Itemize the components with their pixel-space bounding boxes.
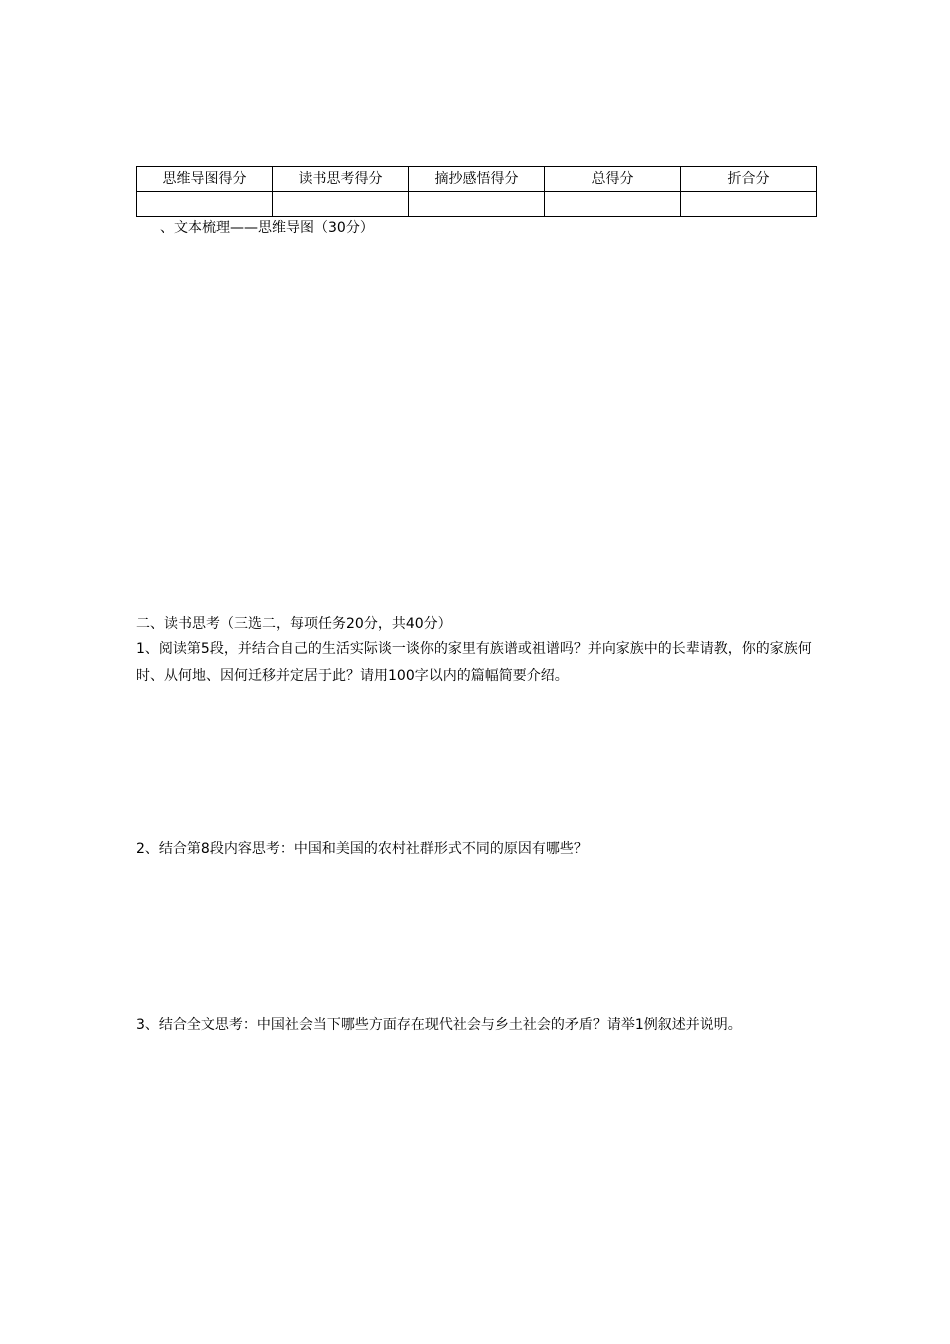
value-converted-score[interactable] [681,192,817,217]
value-reading-score[interactable] [273,192,409,217]
section1-title: 、文本梳理——思维导图（30分） [160,220,374,236]
score-table-value-row [137,192,817,217]
score-table [136,166,817,217]
section2-title: 二、读书思考（三选二，每项任务20分，共40分） [136,616,452,632]
value-total-score[interactable] [545,192,681,217]
question-3: 3、结合全文思考：中国社会当下哪些方面存在现代社会与乡土社会的矛盾？请举1例叙述并说明。 [136,1017,742,1033]
value-excerpt-score[interactable] [409,192,545,217]
header-reading-score: 读书思考得分 [273,167,409,192]
question-2: 2、结合第8段内容思考：中国和美国的农村社群形式不同的原因有哪些？ [136,841,588,857]
mindmap-answer-area[interactable] [136,245,817,605]
question-1-answer-area[interactable] [136,692,817,832]
question-2-answer-area[interactable] [136,866,817,1006]
header-mindmap-score: 思维导图得分 [137,167,273,192]
question-1: 1、阅读第5段，并结合自己的生活实际谈一谈你的家里有族谱或祖谱吗？并向家族中的长辈请教，你的家族何时、从何地、因何迁移并定居于此？请用100字以内的篇幅简要介绍。 [136,641,812,684]
score-table-header-row [137,167,817,192]
question-3-answer-area[interactable] [136,1068,817,1308]
header-excerpt-score: 摘抄感悟得分 [409,167,545,192]
value-mindmap-score[interactable] [137,192,273,217]
header-total-score: 总得分 [545,167,681,192]
header-converted-score: 折合分 [681,167,817,192]
